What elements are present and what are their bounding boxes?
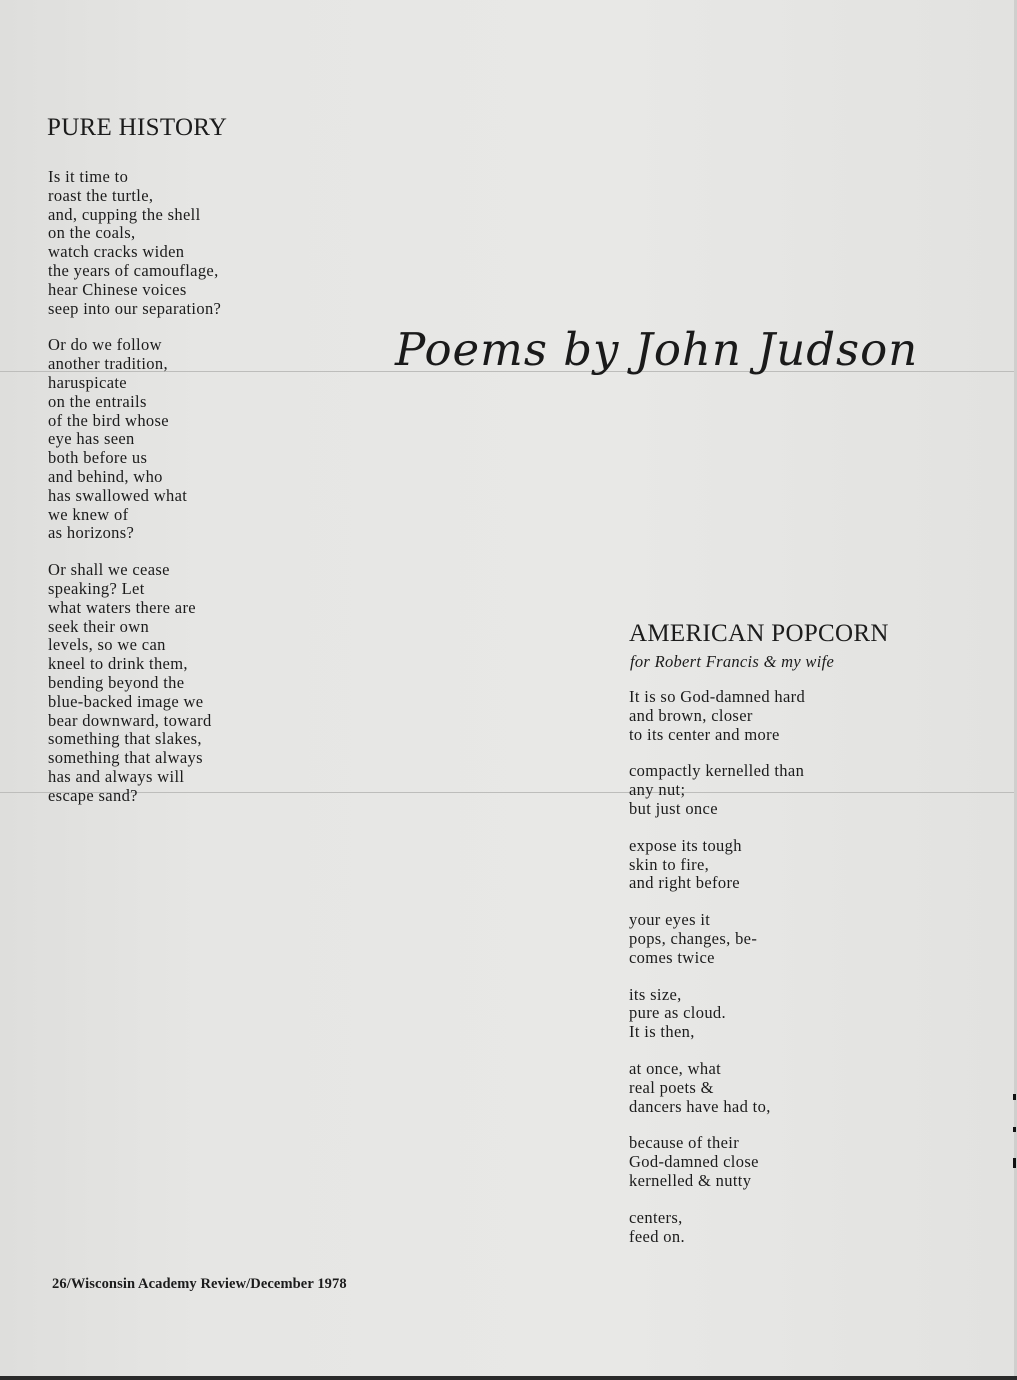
poem-line: something that slakes, bbox=[48, 729, 202, 749]
poem-line: at once, what bbox=[629, 1058, 722, 1078]
stanza bbox=[629, 986, 959, 1042]
poem-title: PURE HISTORY bbox=[47, 114, 228, 141]
poem-title: AMERICAN POPCORN bbox=[629, 620, 889, 647]
poem-line: centers, bbox=[629, 1207, 683, 1227]
poem-dedication: for Robert Francis & my wife bbox=[630, 652, 835, 671]
poem-line: has swallowed what bbox=[48, 485, 188, 505]
poem-line: Is it time to bbox=[48, 167, 129, 186]
edge-mark bbox=[1013, 1158, 1016, 1168]
page-bottom-edge bbox=[0, 1376, 1017, 1380]
poem-line: what waters there are bbox=[48, 597, 196, 617]
poem-american-popcorn bbox=[629, 618, 959, 1264]
poem-line: its size, bbox=[629, 984, 682, 1004]
poem-line: eye has seen bbox=[48, 429, 135, 449]
poem-line: pops, changes, be- bbox=[629, 928, 758, 948]
poem-line: haruspicate bbox=[48, 372, 127, 392]
poem-line: watch cracks widen bbox=[48, 242, 185, 262]
edge-mark bbox=[1013, 1094, 1016, 1100]
poem-line: both before us bbox=[48, 448, 148, 468]
poem-line: blue-backed image we bbox=[48, 691, 204, 711]
poem-line: because of their bbox=[629, 1133, 740, 1153]
poem-line: comes twice bbox=[629, 947, 715, 967]
poem-line: to its center and more bbox=[629, 724, 780, 744]
poem-line: any nut; bbox=[629, 780, 686, 800]
stanza bbox=[48, 168, 338, 318]
poem-line: kernelled & nutty bbox=[629, 1170, 752, 1190]
stanza bbox=[48, 561, 338, 805]
page-heading: Poems by John Judson bbox=[395, 323, 919, 376]
stanza bbox=[629, 837, 959, 893]
poem-body bbox=[48, 168, 338, 806]
poem-line: and right before bbox=[629, 873, 740, 893]
poem-line: bear downward, toward bbox=[48, 710, 212, 730]
poem-line: It is so God-damned hard bbox=[629, 687, 806, 706]
poem-line: speaking? Let bbox=[48, 578, 145, 598]
stanza bbox=[629, 1060, 959, 1116]
poem-line: Or shall we cease bbox=[48, 560, 170, 580]
poem-line: levels, so we can bbox=[48, 635, 166, 655]
poem-line: escape sand? bbox=[48, 785, 138, 805]
poem-line: pure as cloud. bbox=[629, 1003, 726, 1023]
poem-line: seek their own bbox=[48, 616, 150, 636]
poem-pure-history bbox=[48, 112, 338, 824]
poem-line: on the entrails bbox=[48, 391, 147, 411]
poem-line: expose its tough bbox=[629, 835, 742, 855]
poem-line: another tradition, bbox=[48, 354, 168, 374]
poem-line: the years of camouflage, bbox=[48, 260, 219, 280]
poem-line: of the bird whose bbox=[48, 410, 169, 430]
stanza bbox=[629, 911, 959, 967]
poem-line: your eyes it bbox=[629, 910, 711, 930]
poem-line: Or do we follow bbox=[48, 335, 162, 355]
poem-line: we knew of bbox=[48, 504, 129, 524]
stanza bbox=[629, 1134, 959, 1190]
poem-line: and behind, who bbox=[48, 466, 163, 486]
poem-line: feed on. bbox=[629, 1226, 685, 1246]
page-footer: 26/Wisconsin Academy Review/December 1978 bbox=[52, 1276, 347, 1292]
poem-line: It is then, bbox=[629, 1022, 695, 1042]
stanza bbox=[629, 762, 959, 818]
poem-line: and, cupping the shell bbox=[48, 204, 201, 224]
stanza bbox=[48, 336, 338, 543]
poem-line: something that always bbox=[48, 748, 203, 768]
poem-line: on the coals, bbox=[48, 223, 136, 243]
poem-line: skin to fire, bbox=[629, 854, 710, 874]
poem-body bbox=[629, 688, 959, 1246]
poem-line: bending beyond the bbox=[48, 672, 185, 692]
poem-line: roast the turtle, bbox=[48, 185, 154, 205]
poem-line: seep into our separation? bbox=[48, 298, 222, 318]
poem-line: has and always will bbox=[48, 766, 185, 786]
edge-mark bbox=[1013, 1127, 1016, 1132]
poem-line: dancers have had to, bbox=[629, 1096, 771, 1116]
poem-line: hear Chinese voices bbox=[48, 279, 187, 299]
poem-line: real poets & bbox=[629, 1077, 714, 1097]
poem-line: but just once bbox=[629, 798, 718, 818]
poem-line: as horizons? bbox=[48, 523, 135, 543]
poem-line: kneel to drink them, bbox=[48, 654, 188, 674]
poem-line: and brown, closer bbox=[629, 705, 753, 725]
poem-line: God-damned close bbox=[629, 1152, 759, 1172]
stanza bbox=[629, 1209, 959, 1247]
poem-line: compactly kernelled than bbox=[629, 761, 805, 781]
stanza bbox=[629, 688, 959, 744]
